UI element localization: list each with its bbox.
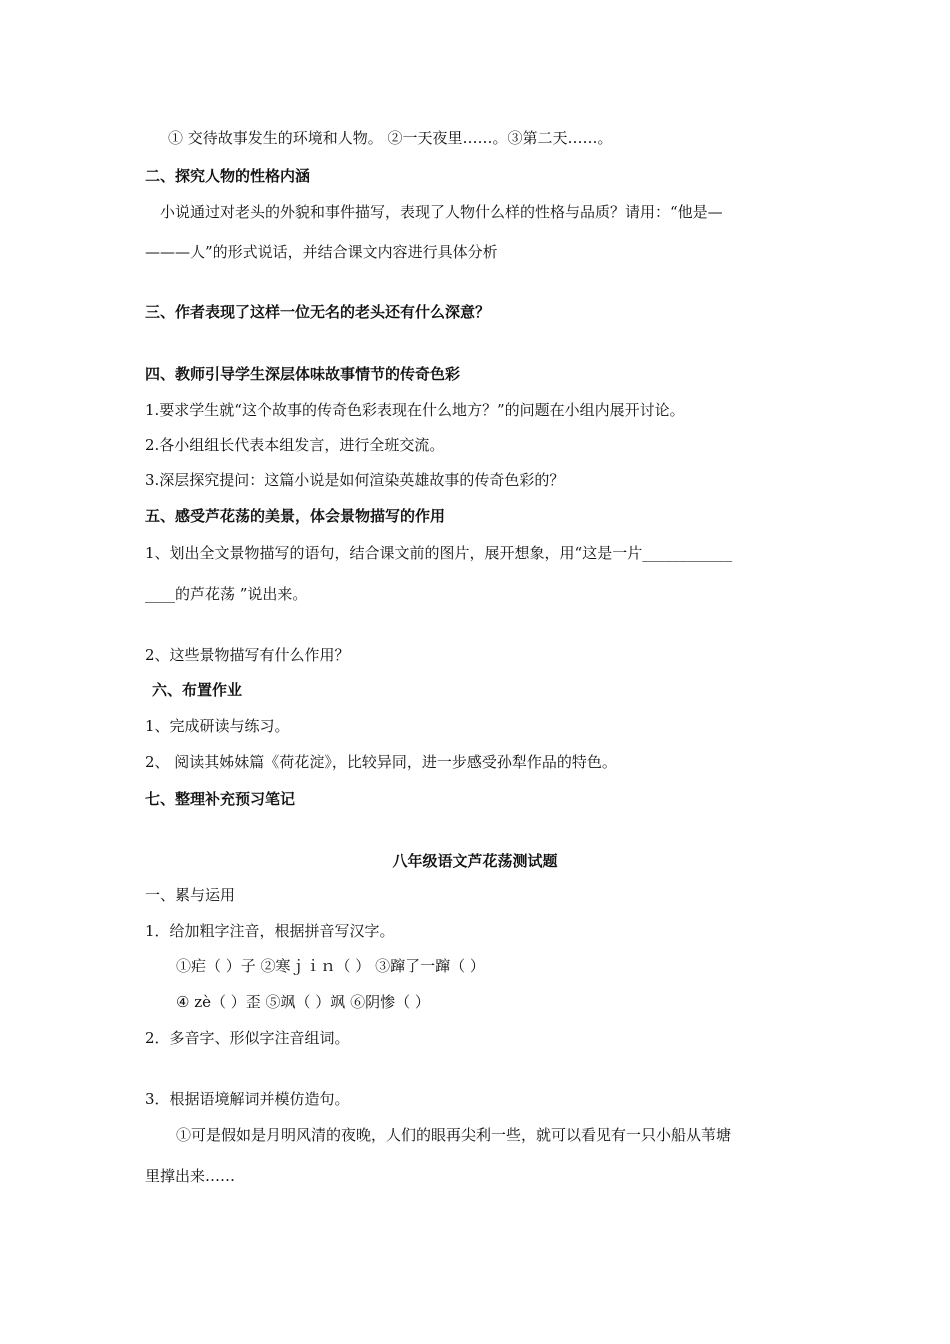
text-line: 1.要求学生就“这个故事的传奇色彩表现在什么地方？”的问题在小组内展开讨论。 xyxy=(145,401,685,419)
text-line: 2.各小组组长代表本组发言，进行全班交流。 xyxy=(145,436,445,454)
section-heading: 五、感受芦花荡的美景，体会景物描写的作用 xyxy=(145,507,446,525)
text-line: 3.深层探究提问：这篇小说是如何渲染英雄故事的传奇色彩的？ xyxy=(145,471,565,489)
text-line: ①疟（ ）子 ②寒ｊｉｎ（ ） ③蹿了一蹿（ ） xyxy=(176,957,485,975)
text-line: 1．给加粗字注音，根据拼音写汉字。 xyxy=(145,922,395,940)
text-line: ④ zè（ ）歪 ⑤飒（ ）飒 ⑥阴惨（ ） xyxy=(176,993,430,1011)
text-line: 2、 阅读其姊妹篇《荷花淀》，比较异同，进一步感受孙犁作品的特色。 xyxy=(145,753,617,771)
section-heading: 七、整理补充预习笔记 xyxy=(145,790,296,808)
text-line: ① 交待故事发生的环境和人物。 ②一天夜里……。③第二天……。 xyxy=(168,129,613,147)
section-heading: 四、教师引导学生深层体味故事情节的传奇色彩 xyxy=(145,365,461,383)
text-line: ____的芦花荡 ”说出来。 xyxy=(145,585,308,603)
text-line: 小说通过对老头的外貌和事件描写，表现了人物什么样的性格与品质？请用：“他是— xyxy=(160,203,723,221)
section-heading: 三、作者表现了这样一位无名的老头还有什么深意？ xyxy=(145,303,491,321)
text-line: 1、划出全文景物描写的语句，结合课文前的图片，展开想象，用“这是一片____________ xyxy=(145,544,733,562)
test-title: 八年级语文芦花荡测试题 xyxy=(392,852,558,870)
text-line: 1、完成研读与练习。 xyxy=(145,717,290,735)
section-heading: 二、探究人物的性格内涵 xyxy=(145,167,311,185)
text-line: 里撑出来…… xyxy=(145,1167,236,1185)
text-line: 一、累与运用 xyxy=(145,886,236,904)
text-line: 3．根据语境解词并模仿造句。 xyxy=(145,1090,350,1108)
text-line: 2、这些景物描写有什么作用？ xyxy=(145,646,350,664)
text-line: ①可是假如是月明风清的夜晚，人们的眼再尖利一些，就可以看见有一只小船从苇塘 xyxy=(176,1126,732,1144)
text-line: ———人”的形式说话，并结合课文内容进行具体分析 xyxy=(145,243,498,261)
section-heading: 六、布置作业 xyxy=(152,681,243,699)
text-line: 2．多音字、形似字注音组词。 xyxy=(145,1029,350,1047)
